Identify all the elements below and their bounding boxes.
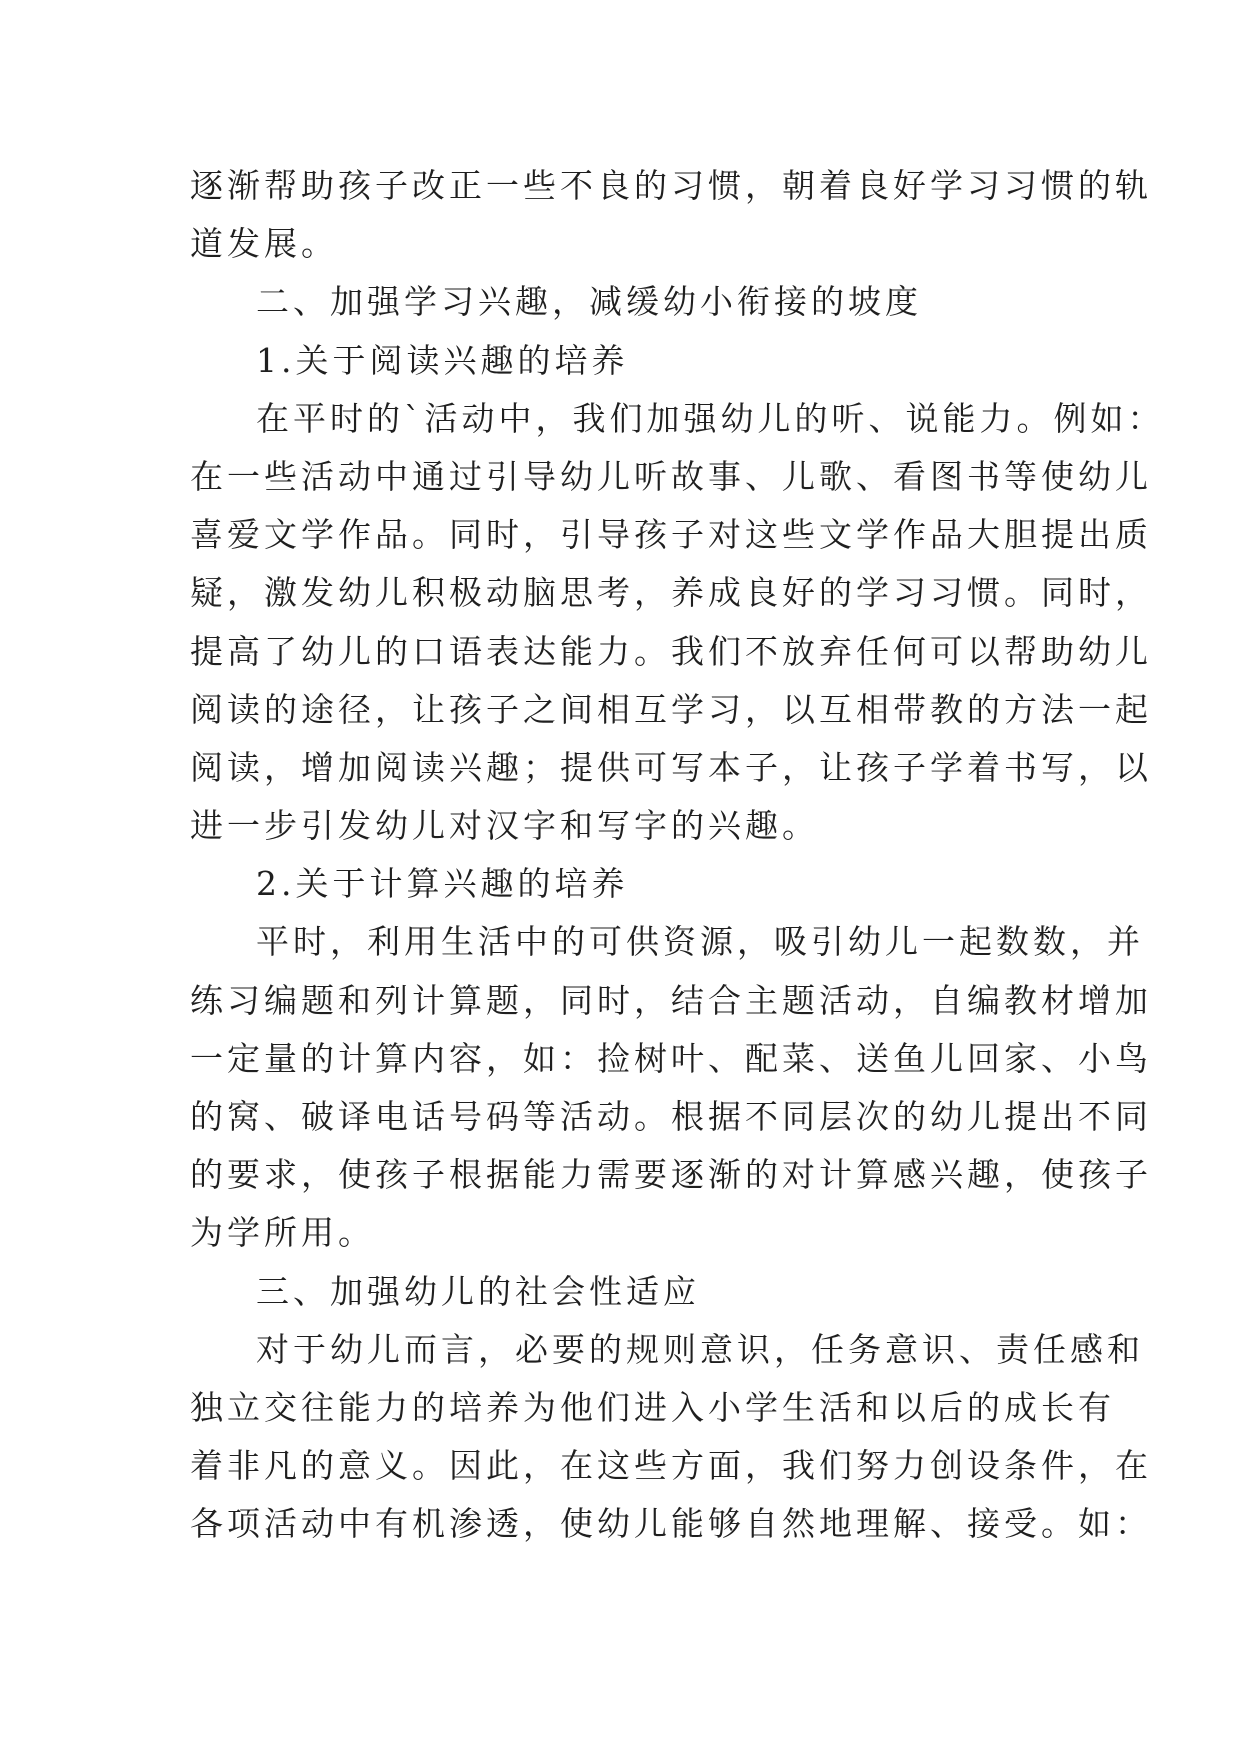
text-line: 在一些活动中通过引导幼儿听故事、儿歌、看图书等使幼儿 <box>190 456 1152 496</box>
subsection-heading: 1.关于阅读兴趣的培养 <box>256 340 629 380</box>
document-body <box>190 157 1165 1554</box>
text-line: 各项活动中有机渗透，使幼儿能够自然地理解、接受。如： <box>190 1504 1152 1544</box>
text-line: 提高了幼儿的口语表达能力。我们不放弃任何可以帮助幼儿 <box>190 631 1152 671</box>
text-line: 对于幼儿而言，必要的规则意识，任务意识、责任感和 <box>256 1329 1144 1369</box>
text-line: 一定量的计算内容，如：捡树叶、配菜、送鱼儿回家、小鸟 <box>190 1038 1152 1078</box>
text-line: 的要求，使孩子根据能力需要逐渐的对计算感兴趣，使孩子 <box>190 1155 1152 1195</box>
section-heading: 三、加强幼儿的社会性适应 <box>256 1271 700 1311</box>
subsection-heading: 2.关于计算兴趣的培养 <box>256 864 629 904</box>
text-line: 道发展。 <box>190 224 338 264</box>
text-line: 进一步引发幼儿对汉字和写字的兴趣。 <box>190 806 819 846</box>
text-line: 喜爱文学作品。同时，引导孩子对这些文学作品大胆提出质 <box>190 515 1152 555</box>
text-line: 为学所用。 <box>190 1213 375 1253</box>
text-line: 平时，利用生活中的可供资源，吸引幼儿一起数数，并 <box>256 922 1144 962</box>
text-line: 着非凡的意义。因此，在这些方面，我们努力创设条件，在 <box>190 1446 1152 1486</box>
text-line: 独立交往能力的培养为他们进入小学生活和以后的成长有 <box>190 1387 1115 1427</box>
text-line: 在平时的`活动中，我们加强幼儿的听、说能力。例如： <box>256 398 1165 438</box>
section-heading: 二、加强学习兴趣，减缓幼小衔接的坡度 <box>256 282 922 322</box>
text-line: 逐渐帮助孩子改正一些不良的习惯，朝着良好学习习惯的轨 <box>190 166 1152 205</box>
text-line: 练习编题和列计算题，同时，结合主题活动，自编教材增加 <box>190 980 1152 1020</box>
text-line: 疑，激发幼儿积极动脑思考，养成良好的学习习惯。同时， <box>190 573 1152 613</box>
text-line: 阅读，增加阅读兴趣；提供可写本子，让孩子学着书写，以 <box>190 747 1152 787</box>
text-line: 的窝、破译电话号码等活动。根据不同层次的幼儿提出不同 <box>190 1097 1152 1136</box>
text-line: 阅读的途径，让孩子之间相互学习，以互相带教的方法一起 <box>190 689 1152 729</box>
